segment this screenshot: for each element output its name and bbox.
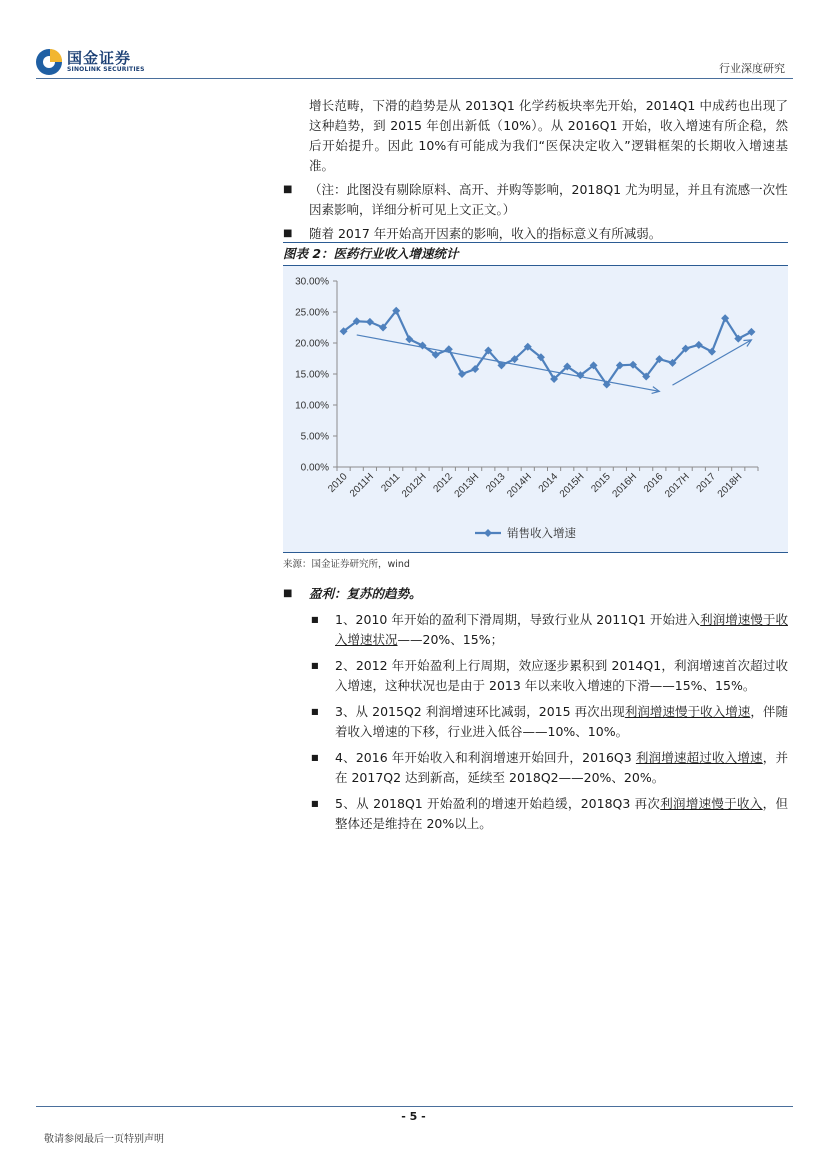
y-tick-label: 5.00% [300,431,329,443]
intro-paragraph: 增长范畴，下滑的趋势是从 2013Q1 化学药板块率先开始，2014Q1 中成药也出现了这种趋势，到 2015 年创出新低（10%）。从 2016Q1 开始，收入增速有所企稳，然后开始提升。因此 10%有可能成为我们“医保决定收入”逻辑框架的长期收入增速基准。 [309,98,788,173]
report-type: 行业深度研究 [719,62,785,75]
item-tail: ，并在 2017Q2 达到新高，延续至 2018Q2——20%、20%。 [335,750,788,785]
profit-list-item [283,794,788,834]
section-heading [283,584,788,604]
chart-area [283,266,788,552]
legend-label: 销售收入增速 [507,526,576,540]
logo-text-en: SINOLINK SECURITIES [67,66,145,73]
x-tick-label: 2014H [505,471,534,500]
page-header [0,0,827,80]
trend-bullet [283,224,788,244]
x-tick-label: 2015 [589,471,613,495]
small-bullet-icon: ■ [311,615,319,624]
item-text: 5、从 2018Q1 开始盈利的增速开始趋缓，2018Q3 再次 [335,796,661,811]
small-bullet-icon: ■ [311,753,319,762]
y-tick-label: 30.00% [295,276,329,288]
company-logo [36,47,156,77]
trend-arrow-line [357,335,660,391]
x-tick-label: 2013 [484,471,508,495]
figure-bottom-divider [283,552,788,553]
x-tick-label: 2017H [663,471,692,500]
profit-section [283,584,788,834]
item-text: 1、2010 年开始的盈利下滑周期，导致行业从 2011Q1 开始进入 [335,612,701,627]
item-highlight: 利润增速慢于收入 [660,796,763,811]
header-divider [36,78,793,79]
item-tail: ，这种状况也是由于 2013 年以来收入增速的下滑——15%、15%。 [372,678,756,693]
trend-text: 随着 2017 年开始高开因素的影响，收入的指标意义有所减弱。 [309,226,662,241]
data-point [708,348,716,356]
y-tick-label: 20.00% [295,338,329,350]
item-text: 2、2012 年开始盈利上行周期，效应逐步累积到 2014Q1，利润增速首次超过收入增速 [335,658,788,693]
data-point [366,318,374,326]
legend-marker [484,529,492,537]
figure-source: 来源：国金证券研究所，wind [283,559,410,570]
x-tick-label: 2013H [452,471,482,500]
logo-icon [36,49,62,75]
profit-list-item [283,656,788,696]
revenue-growth-chart [283,266,788,552]
item-highlight: 利润增速慢于收入增速状况 [335,612,788,647]
note-bullet [283,180,788,220]
square-bullet-icon: ■ [283,228,293,239]
figure-title: 图表 2：医药行业收入增速统计 [283,242,788,266]
x-tick-label: 2016H [610,471,640,500]
y-tick-label: 15.00% [295,369,329,381]
item-text: 3、从 2015Q2 利润增速环比减弱，2015 再次出现 [335,704,625,719]
square-bullet-icon: ■ [283,588,293,599]
data-point [458,370,466,378]
intro-section [283,96,788,244]
x-tick-label: 2011H [347,471,377,500]
x-tick-label: 2016 [641,471,666,495]
y-tick-label: 10.00% [295,400,329,412]
profit-list-item [283,748,788,788]
data-point [695,341,703,349]
item-tail: ，但整体还是维持在 20%以上。 [335,796,788,831]
y-tick-label: 0.00% [300,462,329,474]
note-text: （注：此图没有剔除原料、高开、并购等影响，2018Q1 尤为明显，并且有流感一次性因素影响，详细分析可见上文正文。） [309,182,788,217]
footer-divider [36,1106,793,1107]
x-tick-label: 2015H [557,471,587,500]
x-tick-label: 2017 [694,471,719,495]
small-bullet-icon: ■ [311,707,319,716]
small-bullet-icon: ■ [311,661,319,670]
y-tick-label: 25.00% [295,307,329,319]
profit-list-item [283,702,788,742]
x-tick-label: 2011 [379,471,403,495]
x-tick-label: 2012 [431,471,455,495]
item-text: 4、2016 年开始收入和利润增速开始回升，2016Q3 [335,750,636,765]
x-tick-label: 2014 [536,471,561,495]
disclaimer-note: 敬请参阅最后一页特别声明 [44,1134,164,1145]
item-tail: ——20%、15%； [397,632,504,647]
data-point [747,328,755,336]
page-number: - 5 - [401,1110,426,1123]
item-highlight: 利润增速超过收入增速 [635,750,763,765]
logo-text-cn: 国金证券 [67,49,132,67]
section-heading-text: 盈利：复苏的趋势。 [309,586,422,601]
data-point [405,335,413,343]
x-tick-label: 2010 [326,471,350,495]
x-tick-label: 2018H [715,471,745,500]
small-bullet-icon: ■ [311,799,319,808]
item-tail: ，伴随着收入增速的下移，行业进入低谷——10%、10%。 [335,704,788,739]
series-line [344,311,752,385]
profit-list-item [283,610,788,650]
square-bullet-icon: ■ [283,184,293,195]
x-tick-label: 2012H [400,471,429,500]
profit-list [283,610,788,834]
item-highlight: 利润增速慢于收入增速 [624,704,751,719]
